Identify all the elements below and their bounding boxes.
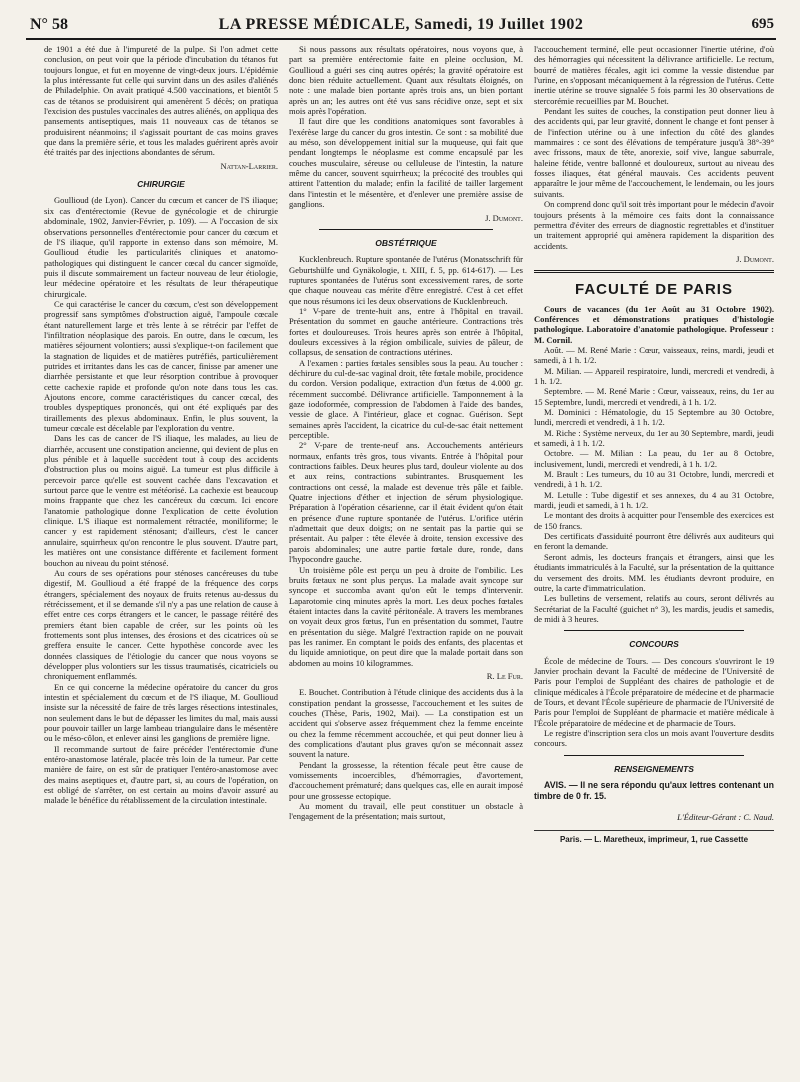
concours-announcement: École de médecine de Tours. — Des concours s'ouvriront le 19 Janvier prochain devant la Faculté de médecine de l'Université de Paris pour l'emploi de Suppléant des chaires de pathologie et de clinique médicales à l'École préparatoire de médecine et de pharmacie de Tours, et devant l'École supérieure de pharmacie de l'Université de Paris pour l'emploi de Suppléant de pharmacie et matière médicale à l'École préparatoire de médecine et de pharmacie de Tours. <box>534 655 774 728</box>
divider <box>564 755 744 756</box>
course-schedule: Septembre. — M. René Marie : Cœur, vaisseaux, reins, du 1er au 15 Septembre, lundi, mercredi et vendredi, à 1 h. 1/2. <box>534 386 774 407</box>
paragraph: Au cours de ses opérations pour sténoses cancéreuses du tube digestif, M. Goullioud a été frappé de la fréquence des corps étrangers, spécialement des noyaux de fruits retenus au-dessus du rétrécissement, et il se demande s'il n'y a pas une relation de cause à effet entre ces corps étrangers et le cancer, le passage réitéré des premiers étant bien capable de créer, sur les points où les frottements sont plus intenses, des érosions et des cicatrices où se greffera ensuite le cancer. Cette hypothèse concorde avec les données classiques de l'étiologie du cancer que nous voyons se développer plus volontiers sur les tissus traumatisés, cicatriciels ou chroniquement enflammés. <box>44 567 278 682</box>
paragraph: Seront admis, les docteurs français et étrangers, ainsi que les étudiants immatriculés à la Faculté, sur la présentation de la quittance du versement des droits. MM. les étudiants devront produire, en outre, la carte d'immatriculation. <box>534 551 774 593</box>
author-signature: J. Dumont. <box>485 212 523 223</box>
author-signature: R. Le Fur. <box>486 670 523 681</box>
paragraph: Si nous passons aux résultats opératoires, nous voyons que, à part sa première entérectomie faite en pleine occlusion, M. Goullioud a guéri ses cinq autres opérés; la gravité opératoire est donc bien réduite actuellement. Quant aux résultats éloignés, on note : une malade bien portante après trois ans, un bien portant après un an; les autres ont été vus sans récidive onze, sept et six mois après l'opération. <box>289 44 523 117</box>
column-1 <box>44 44 278 1074</box>
author-signature: J. Dumont. <box>736 253 774 264</box>
abstract-goullioud: Goullioud (de Lyon). Cancer du cœcum et cancer de l'S iliaque; six cas d'entérectomie (Revue de gynécologie et de chirurgie abdominale, 1902, Janvier-Février, p. 109). — A l'occasion de six observations personnelles d'entérectomie pour cancer du cœcum et de l'S iliaque, qu'il rapporte in extenso dans son mémoire, M. Goullioud étudie les particularités cliniques et anatomo-pathologiques qui distinguent le cancer cœcal du cancer sigmoïde, puis il discute sommairement un facteur nouveau de leur étiologie, leur médecine opératoire et les résultats de leur thérapeutique chirurgicale. <box>44 195 278 299</box>
paragraph: Il recommande surtout de faire précéder l'entérectomie d'une entéro-anastomose latérale, placée très loin de la tumeur. Par cette manière de faire, on est sûr de pratiquer l'entéro-anastomose avec des mains aseptiques et, d'autre part, si, au cours de l'opération, on est obligé de s'arrêter, on est certain au moins d'avoir assuré au malade le bénéfice du rétablissement de la circulation intestinale. <box>44 743 278 806</box>
journal-title: LA PRESSE MÉDICALE, Samedi, 19 Juillet 1902 <box>218 16 584 33</box>
paragraph: Des certificats d'assiduité pourront être délivrés aux auditeurs qui en feront la demande. <box>534 531 774 552</box>
paragraph: de 1901 a été due à l'impureté de la pulpe. Si l'on admet cette conclusion, on peut voir que la période d'incubation du tétanos fut toujours longue, et fut en moyenne de vingt-deux jours. L'épidémie la plus intéressante fut celle qui survint dans un des asiles d'aliénés de Philadelphie. On avait pratiqué 4.500 vaccinations, et bientôt 5 cas de tétanos se produisirent qui amenèrent 5 décès; on pratiqua l'excision des pustules vaccinales des autres aliénés, on appliqua des pansements antiseptiques, mais 11 nouveaux cas de tétanos se produisirent néanmoins; il s'agissait pourtant de cas moins graves que dans la première série, et tous les malades guérirent après avoir été traités par des injections abondantes de sérum. <box>44 44 278 158</box>
section-title-concours: CONCOURS <box>629 639 679 650</box>
section-title-renseignements: RENSEIGNEMENTS <box>614 763 694 774</box>
divider <box>564 630 744 631</box>
faculty-title: FACULTÉ DE PARIS <box>575 281 733 299</box>
course-schedule: M. Dominici : Hématologie, du 15 Septembre au 30 Octobre, lundi, mercredi et vendredi, à 1 h. 1/2. <box>534 407 774 428</box>
paragraph: Les bulletins de versement, relatifs au cours, seront délivrés au Secrétariat de la Faculté (guichet n° 3), les mardis, jeudis et samedis, de midi à 3 heures. <box>534 593 774 624</box>
paragraph: Dans les cas de cancer de l'S iliaque, les malades, au lieu de diarrhée, accusent une constipation ancienne, qui devient de plus en plus pénible et à laquelle succèdent tout à coup des accidents d'obstruction plus ou moins aiguë. La tumeur est plus difficile à percevoir parce qu'elle est souvent cachée dans l'excavation et surtout parce que le ventre est météorisé. La cachexie est beaucoup moins frappante que chez les cancéreux du cœcum. Ici encore l'anatomie pathologique donne l'explication de cette évolution clinique. L'S iliaque est normalement rétractée, moniliforme; le cancer y est rapidement sténosant; d'ailleurs, c'est le cancer annulaire, squirrheux qu'on rencontre le plus souvent. D'autre part, les matières ont une consistance différente et facilement forment bouchon au niveau du point sténosé. <box>44 433 278 568</box>
paragraph: Le montant des droits à acquitter pour l'ensemble des exercices est de 150 francs. <box>534 510 774 531</box>
course-schedule: M. Letulle : Tube digestif et ses annexes, du 4 au 31 Octobre, mardi, jeudi et samedi, à 1 h. 1/2. <box>534 489 774 511</box>
paragraph: Le registre d'inscription sera clos un mois avant l'ouverture desdits concours. <box>534 727 774 749</box>
abstract-kucklenbreuch: Kucklenbreuch. Rupture spontanée de l'utérus (Monatsschrift für Geburtshülfe und Gynäkologie, t. XIII, f. 5, pp. 614-617). — Les ruptures spontanées de l'utérus sont excessivement rares, de sorte que chaque nouveau cas mérite d'être enregistré. C'est à cet effet que nous résumons ici les deux observations de Kucklenbreuch. <box>289 254 523 306</box>
paragraph: Pendant la grossesse, la rétention fécale peut être cause de vomissements incoercibles, d'hémorragies, d'avortement, d'accouchement prématuré; dans quelques cas, elle en aurait imposé pour une grossesse ectopique. <box>289 759 523 801</box>
paragraph: l'accouchement terminé, elle peut occasionner l'inertie utérine, d'où des hémorragies qui nécessitent la délivrance artificielle. Le rectum, bourré de matières fécales, agit ici comme la vessie distendue par l'urine, en s'opposant mécaniquement à la régression de l'utérus. Cette inertie utérine se trouve signalée 5 fois parmi les 30 observations de stercorémie recueillies par M. Bouchet. <box>534 44 774 106</box>
paragraph: Au moment du travail, elle peut constituer un obstacle à l'engagement de la présentation; mais surtout, <box>289 801 523 822</box>
paragraph: Pendant les suites de couches, la constipation peut donner lieu à des accidents qui, par leur gravité, donnent le change et font penser à de l'infection utérine ou à une infection du côté des glandes mammaires : ce sont des élévations de température jusqu'à 38°-39° avec frissons, maux de tête, anorexie, soif vive, langue saburrale, haleine fétide, ventre ballonné et douloureux, surtout au niveau des fosses iliaques, état général mauvais. Ces accidents peuvent apparaître le jour même de l'accouchement, le lendemain, ou les jours suivants. <box>534 106 774 199</box>
page-number: 695 <box>751 16 774 32</box>
author-signature: Nattan-Larrier. <box>220 160 278 171</box>
section-title-obstetrique: OBSTÉTRIQUE <box>375 237 437 248</box>
paragraph: On comprend donc qu'il soit très important pour le médecin d'avoir toujours présents à la mémoire ces faits dont la connaissance permettra d'éviter des erreurs de diagnostic regrettables et d'instituer un traitement approprié qui amènera rapidement la disparition des accidents. <box>534 199 774 251</box>
editor-credit: L'Éditeur-Gérant : C. Naud. <box>677 812 774 822</box>
section-title-chirurgie: CHIRURGIE <box>137 179 185 190</box>
course-schedule: M. Milian. — Appareil respiratoire, lundi, mercredi et vendredi, à 1 h. 1/2. <box>534 365 774 386</box>
page-header <box>26 16 776 40</box>
paragraph: A l'examen : parties fœtales sensibles sous la peau. Au toucher : déchirure du cul-de-sac vaginal droit, tête fœtale mobile, procidence du cordon. Version podalique, extraction d'un fœtus de 4.000 gr. récemment succombé. Délivrance artificielle. Tamponnement à la gaze iodoformée, compression de l'abdomen à l'aide des bandes, vessie de glace. A l'intérieur, glace et cognac. Guérison. Sept semaines après l'accident, la cicatrice du cul-de-sac était nettement perceptible. <box>289 357 523 441</box>
faculty-announcement: Cours de vacances (du 1er Août au 31 Octobre 1902). Conférences et démonstrations pratiques d'histologie pathologique. Laboratoire d'anatomie pathologique. Professeur : M. Cornil. <box>534 303 774 345</box>
abstract-bouchet: E. Bouchet. Contribution à l'étude clinique des accidents dus à la constipation pendant la grossesse, l'accouchement et les suites de couches (Thèse, Paris, 1902, Mai). — La constipation est un accident qui s'observe assez fréquemment chez la femme enceinte ou chez la femme récemment accouchée, et qui peut donner lieu à des complications d'autant plus graves qu'on se méconnait assez souvent la nature. <box>289 687 523 760</box>
printer-credit: Paris. — L. Maretheux, imprimeur, 1, rue Cassette <box>534 830 774 845</box>
divider <box>319 229 493 230</box>
paragraph: En ce qui concerne la médecine opératoire du cancer du gros intestin et spécialement du cœcum et de l'S iliaque, M. Goullioud insiste sur la nécessité de faire de très larges résections intestinales, non seulement dans le but de dépasser les limites du mal, mais aussi pour pouvoir tailler un large lambeau triangulaire dans le mésentère ou le méso-côlon, et enlever ainsi les ganglions de première ligne. <box>44 681 278 744</box>
column-2 <box>289 44 523 1074</box>
paragraph: Il faut dire que les conditions anatomiques sont favorables à l'exérèse large du cancer du gros intestin. Ce sont : sa mobilité due au méso, son développement initial sur la muqueuse, qui fait que pendant longtemps le néoplasme est comme encapsulé par les couches musculaire, séreuse ou celluleuse de l'intestin, la nature même du cancer, souvent squirrheux; la précocité des troubles qui attirent l'attention du malade; enfin la facilité de tailler largement dans l'intestin et le mésentère, et d'enlever une première assise de ganglions. <box>289 116 523 210</box>
paragraph: Un troisième pôle est perçu un peu à droite de l'ombilic. Les bruits fœtaux ne sont plus perçus. La malade avait syncope sur syncope et succomba avant qu'on eût le temps d'intervenir. Laparotomie cinq minutes après la mort. Les deux poches fœtales étaient intactes dans la cavité péritonéale. A travers les membranes on voyait deux gros fœtus, l'un en présentation du sommet, l'autre en présentation du siège. Malgré l'extraction rapide on ne pouvait pas les ranimer. En comptant le poids des enfants, des placentas et du liquide amniotique, on peut dire que la malade portait dans son abdomen au moins 10 kilogrammes. <box>289 564 523 668</box>
course-schedule: M. Brault : Les tumeurs, du 10 au 31 Octobre, lundi, mercredi et vendredi, à 1 h. 1/2. <box>534 469 774 490</box>
issue-number: N° 58 <box>30 16 68 33</box>
course-schedule: Octobre. — M. Milian : La peau, du 1er au 8 Octobre, inclusivement, lundi, mercredi et vendredi, à 1 h. 1/2. <box>534 448 774 469</box>
column-3 <box>534 44 774 1074</box>
paragraph: Ce qui caractérise le cancer du cœcum, c'est son développement progressif sans symptômes d'obstruction aiguë, l'ampoule cœcale étant naturellement large et très lente à se rétrécir par l'effet de l'infiltration néoplasique des parois. En outre, dans le cœcum, les matières séjournent volontiers; aussi s'explique-t-on facilement que la stagnation de liquides et de matières putréfiés, particulièrement putrides et irritantes dans les cas de cancer, finisse par amener une diarrhée persistante et que leur résorption contribue à provoquer cette cachexie rapide et profonde qu'on note dans tous les cas. Ajoutons encore, comme caractéristiques du cancer cœcal, des troubles dyspeptiques prononcés, qui ont été expliqués par des tiraillements des plexus abdominaux. Enfin, le plus souvent, la tumeur cœcale est décelable par l'exploration du ventre. <box>44 298 278 434</box>
course-schedule: M. Riche : Système nerveux, du 1er au 30 Septembre, mardi, jeudi et samedi, à 1 h. 1/2. <box>534 427 774 449</box>
paragraph: 1° V-pare de trente-huit ans, entre à l'hôpital en travail. Présentation du sommet en gauche antérieure. Contractions très fortes et douloureuses. Trois heures après son entrée à l'hôpital, douleurs excessives à la région ombilicale, suivies de pâleur, de collapsus, de sensation de contractions utérines. <box>289 305 523 358</box>
avis-notice: AVIS. — Il ne sera répondu qu'aux lettres contenant un timbre de 0 fr. 15. <box>534 780 774 801</box>
paragraph: 2° V-pare de trente-neuf ans. Accouchements antérieurs normaux, enfants très gros, tous vivants. Entrée à l'hôpital pour contractions faibles. Deux heures plus tard, douleur violente au dos et aux reins, contractions subintrantes. Brusquement les contractions ont cessé, la malade est devenue très pâle et faible. Quatre injections d'éther et injection de sérum physiologique. Préparation à l'opération césarienne, car il était évident qu'on était en présence d'une rupture spontanée de l'utérus. L'orifice utérin n'admettait que deux doigts; on ne sentait pas la partie qui se présentait. Au palper : tête élevée à droite, tension excessive des parois abdominales; une autre partie fœtale dure, ronde, dans l'hypocondre gauche. <box>289 440 523 565</box>
course-schedule: Août. — M. René Marie : Cœur, vaisseaux, reins, mardi, jeudi et samedi, à 1 h. 1/2. <box>534 344 774 366</box>
divider <box>534 270 774 273</box>
